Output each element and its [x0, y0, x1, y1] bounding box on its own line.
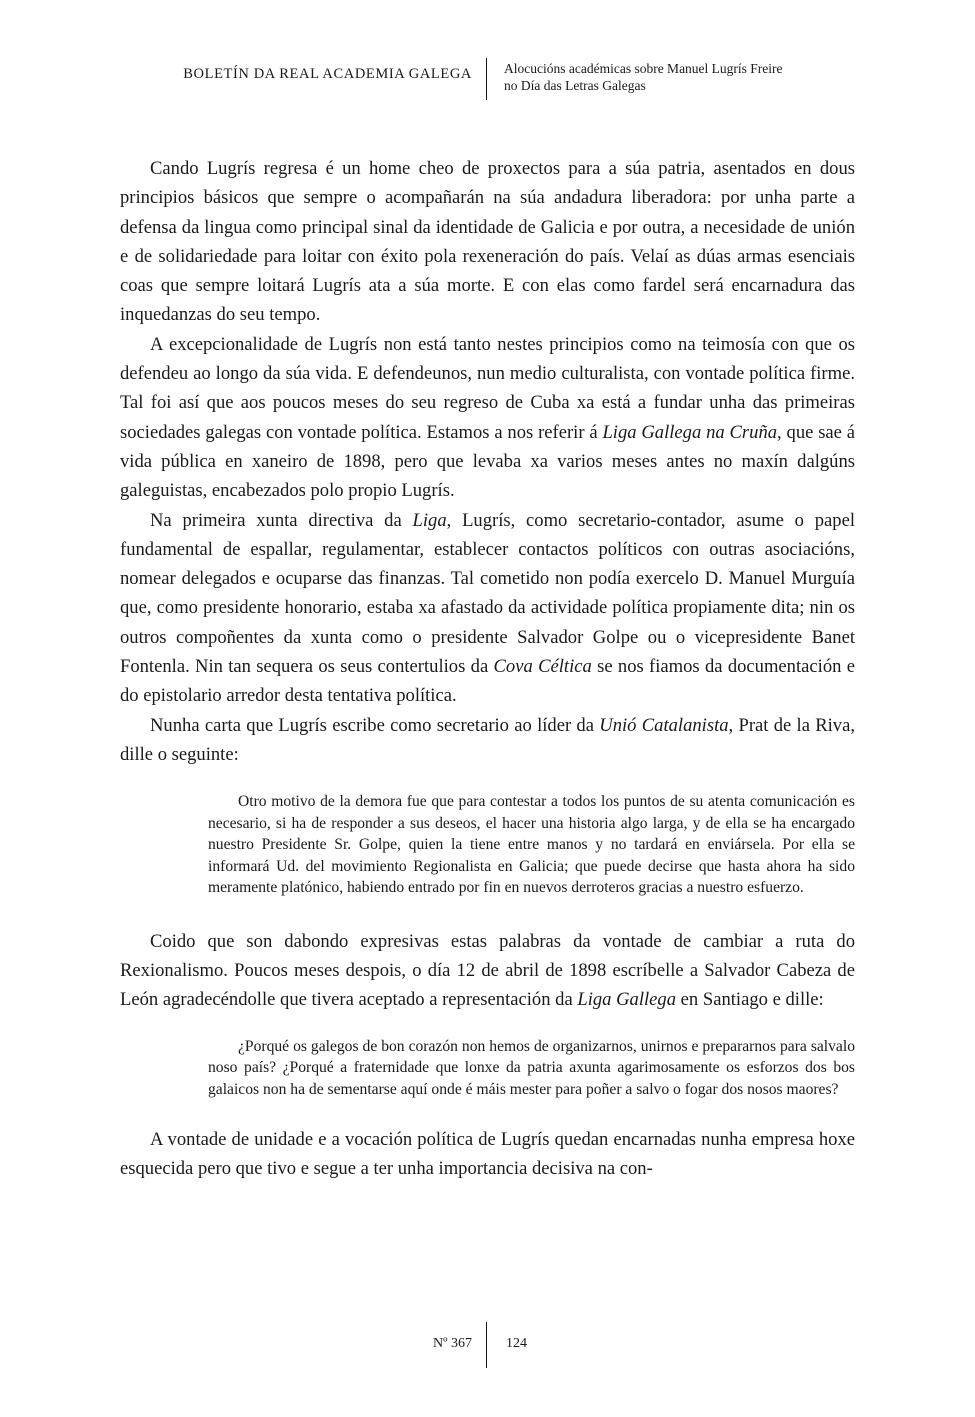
header-divider: [486, 58, 487, 100]
paragraph-3-text-a: Na primeira xunta directiva da: [150, 509, 413, 531]
paragraph-4: [120, 711, 855, 770]
paragraph-4-text-a: Nunha carta que Lugrís escribe como secretario ao líder da: [150, 714, 600, 736]
paragraph-4-italic: Unió Catalanista: [599, 714, 729, 736]
running-footer: [0, 1322, 975, 1368]
section-title-line-2: no Día das Letras Galegas: [504, 78, 646, 93]
paragraph-2-text-b: , que sae á vida pública en xaneiro de 1898, pero que levaba xa varios meses antes no maxín dalgúns galeguistas, encabezados polo propio Lugrís.: [120, 421, 856, 502]
spacer: [120, 1015, 855, 1036]
section-title: [504, 60, 783, 94]
paragraph-3: [120, 506, 855, 711]
paragraph-1: Cando Lugrís regresa é un home cheo de proxectos para a súa patria, asentados en dous principios básicos que sempre o acompañarán na súa andadura liberadora: por unha parte a defensa da lingua como principal sinal da identidade de Galicia e por outra, a necesidade de unión e de solidariedade para loitar con éxito pola rexeneración do país. Velaí as dúas armas esenciais coas que sempre loitará Lugrís ata a súa morte. E con elas como fardel será encarnadura das inquedanzas do seu tempo.: [120, 158, 855, 326]
block-quote-2: ¿Porqué os galegos de bon corazón non hemos de organizarnos, unirnos e prepararnos para salvalo noso país? ¿Porqué a fraternidade que lonxe da patria axunta agarimosamente os esforzos dos bos galaicos non ha de sementarse aquí onde é máis mester para poñer a salvo o fogar dos nosos maores?: [208, 1037, 855, 1098]
paragraph-5-italic: Liga Gallega: [577, 989, 677, 1011]
block-quote-1: Otro motivo de la demora fue que para contestar a todos los puntos de su atenta comunicación es necesario, si ha de responder a sus deseos, el hacer una historia algo larga, y de ella se ha encargado nuestro Presidente Sr. Golpe, quien la tiene entre manos y no tardará en enviársela. Por ella se informará Ud. del movimiento Regionalista en Galicia; que puede decirse que hasta ahora ha sido meramente platónico, habiendo entrado por fin en nuevos derroteros gracias a nuestro esfuerzo.: [208, 793, 855, 897]
section-title-line-1: Alocucións académicas sobre Manuel Lugrís Freire: [504, 61, 783, 76]
footer-divider: [486, 1322, 487, 1368]
paragraph-2: [120, 330, 855, 506]
journal-title: BOLETÍN DA REAL ACADEMIA GALEGA: [183, 66, 472, 82]
paragraph-2-italic: Liga Gallega na Cruña: [602, 421, 778, 443]
paragraph-3-text-c: se nos fiamos da documentación e do epistolario arredor desta tentativa política.: [120, 656, 855, 707]
spacer: [120, 769, 855, 791]
paragraph-3-italic-2: Cova Céltica: [493, 656, 592, 678]
paragraph-5-text-b: en Santiago e dille:: [676, 989, 824, 1011]
paragraph-5-text-a: Coido que son dabondo expresivas estas palabras da vontade de cambiar a ruta do Rexionalismo. Poucos meses despois, o día 12 de abril de 1898 escríbelle a Salvador Cabeza de León agradecéndolle que tivera aceptado a representación da: [120, 930, 855, 1011]
paragraph-3-text-b: , Lugrís, como secretario-contador, asume o papel fundamental de espallar, regulamentar, establecer contactos políticos con outras asociacións, nomear delegados e ocuparse das finanzas. Tal cometido non podía exercelo D. Manuel Murguía que, como presidente honorario, estaba xa afastado da actividade política propiamente dita; nin os outros compoñentes da xunta como o presidente Salvador Golpe ou o vicepresidente Banet Fontenla. Nin tan sequera os seus contertulios da: [120, 509, 855, 678]
spacer: [120, 899, 855, 927]
issue-number: Nº 367: [433, 1336, 472, 1351]
paragraph-4-text-b: , Prat de la Riva, dille o seguinte:: [120, 714, 856, 765]
paragraph-3-italic-1: Liga: [412, 509, 447, 531]
spacer: [120, 1100, 855, 1125]
paragraph-2-text-a: A excepcionalidade de Lugrís non está tanto nestes principios como na teimosía con que os defendeu ao longo da súa vida. E defendeunos, nun medio culturalista, con vontade política firme. Tal foi así que aos poucos meses do seu regreso de Cuba xa está a fundar unha das primeiras sociedades galegas con vontade política. Estamos a nos referir á: [120, 333, 855, 443]
page-number: 124: [506, 1336, 527, 1351]
paragraph-6: A vontade de unidade e a vocación política de Lugrís quedan encarnadas nunha empresa hoxe esquecida pero que tivo e segue a ter unha importancia decisiva na con-: [120, 1129, 855, 1180]
running-header: [0, 58, 975, 102]
page-body: [120, 154, 855, 1184]
paragraph-5: [120, 927, 855, 1015]
